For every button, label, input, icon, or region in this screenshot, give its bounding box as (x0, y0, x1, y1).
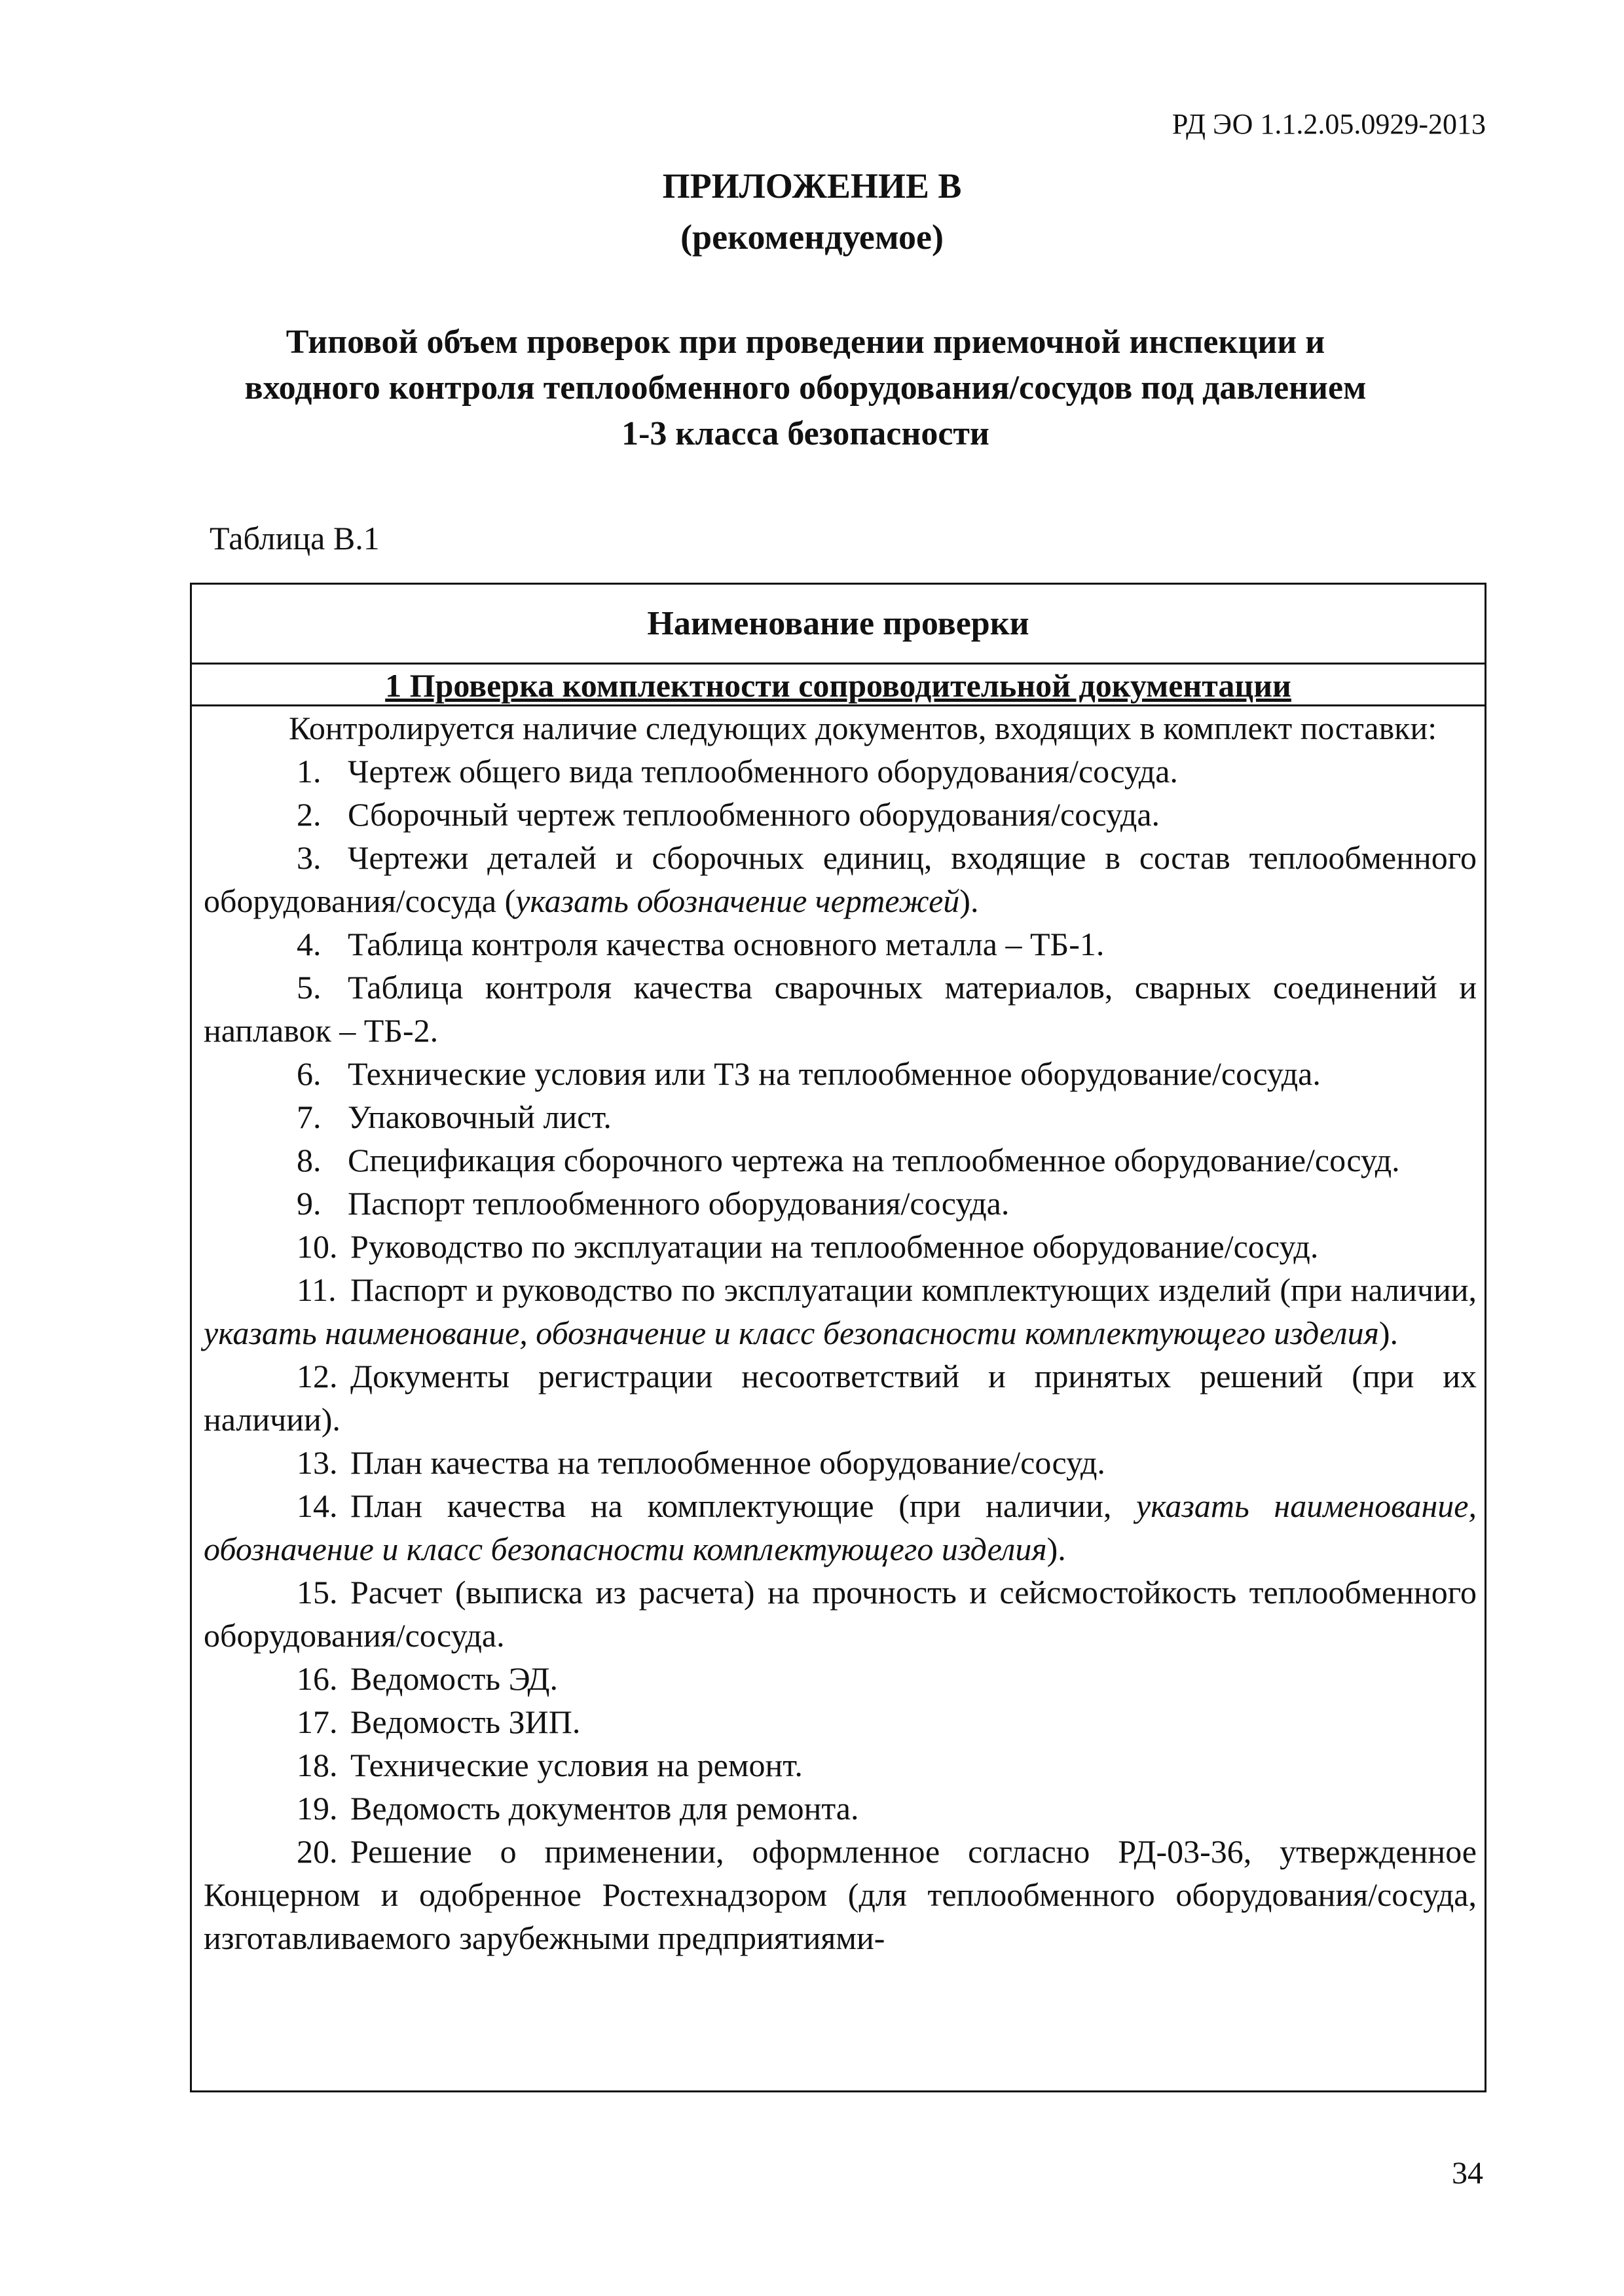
item-text: Ведомость ЗИП. (350, 1704, 581, 1740)
item-text-italic: указать обозначение чертежей (515, 883, 960, 919)
page-number: 34 (1452, 2156, 1483, 2191)
appendix-type: (рекомендуемое) (680, 217, 944, 257)
list-item (204, 1139, 1477, 1182)
item-text-italic: указать наименование, обозначение и класс безопасности комплектующего изделия (204, 1315, 1379, 1351)
checks-table (190, 583, 1486, 2092)
item-text: Чертежи деталей и сборочных единиц, входящие в состав теплообменного оборудования/сосуда ( (204, 839, 1477, 919)
list-item (204, 1441, 1477, 1484)
document-list (204, 750, 1477, 1959)
table-header: Наименование проверки (192, 585, 1485, 665)
item-number: 7. (297, 1099, 322, 1135)
list-item (204, 836, 1477, 922)
item-number: 8. (297, 1142, 322, 1178)
item-text: Упаковочный лист. (348, 1099, 612, 1135)
item-number: 9. (297, 1185, 322, 1222)
item-number: 5. (297, 969, 322, 1006)
heading-line: входного контроля теплообменного оборудования/сосудов под давлением (244, 369, 1367, 407)
item-number: 11. (297, 1271, 337, 1308)
list-item (204, 1052, 1477, 1095)
list-item (204, 793, 1477, 836)
item-text: Руководство по эксплуатации на теплообменное оборудование/сосуд. (350, 1228, 1319, 1265)
item-number: 18. (297, 1747, 338, 1783)
item-text: Ведомость документов для ремонта. (350, 1790, 859, 1827)
list-item (204, 1182, 1477, 1225)
item-text: Сборочный чертеж теплообменного оборудования/сосуда. (348, 796, 1160, 833)
item-text: Паспорт и руководство по эксплуатации комплектующих изделий (при наличии, (350, 1271, 1477, 1308)
item-text: Паспорт теплообменного оборудования/сосуда. (348, 1185, 1010, 1222)
item-text: Расчет (выписка из расчета) на прочность и сейсмостойкость теплообменного оборудования/сосуда. (204, 1574, 1477, 1654)
item-text: Технические условия или ТЗ на теплообменное оборудование/сосуда. (348, 1055, 1321, 1092)
item-number: 17. (297, 1704, 338, 1740)
list-item (204, 1830, 1477, 1959)
section-header (192, 665, 1485, 706)
list-item (204, 1225, 1477, 1268)
heading-line: Типовой объем проверок при проведении приемочной инспекции и (286, 323, 1325, 361)
item-text-italic: указать наименование, обозначение и класс безопасности комплектующего изделия (204, 1487, 1477, 1567)
list-item (204, 750, 1477, 793)
section-title: 1 Проверка комплектности сопроводительной документации (385, 667, 1291, 704)
list-item (204, 1571, 1477, 1657)
document-heading (190, 319, 1421, 457)
item-text: ). (1378, 1315, 1399, 1351)
item-number: 3. (297, 839, 322, 876)
document-code: РД ЭО 1.1.2.05.0929-2013 (1172, 108, 1486, 140)
list-item (204, 1355, 1477, 1441)
list-item (204, 1787, 1477, 1830)
item-text: План качества на теплообменное оборудование/сосуд. (350, 1444, 1105, 1481)
item-text: ). (959, 883, 979, 919)
table-label: Таблица В.1 (210, 520, 380, 556)
list-item (204, 1484, 1477, 1571)
item-text: Ведомость ЭД. (350, 1660, 559, 1697)
item-number: 10. (297, 1228, 338, 1265)
item-number: 1. (297, 753, 322, 790)
item-number: 15. (297, 1574, 338, 1611)
item-number: 2. (297, 796, 322, 833)
intro-text: Контролируется наличие следующих документов, входящих в комплект поставки: (289, 710, 1437, 746)
item-text: Документы регистрации несоответствий и принятых решений (при их наличии). (204, 1358, 1477, 1438)
list-item (204, 1268, 1477, 1355)
item-text: Таблица контроля качества основного металла – ТБ-1. (348, 926, 1105, 962)
item-text: План качества на комплектующие (при наличии, (350, 1487, 1137, 1524)
heading-line: 1-3 класса безопасности (621, 415, 989, 452)
item-text: Решение о применении, оформленное согласно РД-03-36, утвержденное Концерном и одобренное Ростехнадзором (для теплообменного оборудования/сосуда, изготавливаемого зарубежными предприятиями- (204, 1833, 1477, 1956)
appendix-title: ПРИЛОЖЕНИЕ В (662, 166, 962, 206)
item-number: 16. (297, 1660, 338, 1697)
item-text: ). (1046, 1531, 1066, 1567)
item-number: 20. (297, 1833, 338, 1870)
item-number: 12. (297, 1358, 338, 1394)
list-item (204, 922, 1477, 966)
table-body (192, 706, 1485, 1959)
list-item (204, 1095, 1477, 1139)
item-number: 6. (297, 1055, 322, 1092)
list-item (204, 1700, 1477, 1743)
item-text: Таблица контроля качества сварочных материалов, сварных соединений и наплавок – ТБ-2. (204, 969, 1477, 1049)
item-number: 4. (297, 926, 322, 962)
item-number: 14. (297, 1487, 338, 1524)
list-item (204, 1657, 1477, 1700)
item-number: 19. (297, 1790, 338, 1827)
item-text: Технические условия на ремонт. (350, 1747, 803, 1783)
list-item (204, 966, 1477, 1052)
item-text: Чертеж общего вида теплообменного оборудования/сосуда. (348, 753, 1178, 790)
item-number: 13. (297, 1444, 338, 1481)
list-item (204, 1743, 1477, 1787)
item-text: Спецификация сборочного чертежа на теплообменное оборудование/сосуд. (348, 1142, 1400, 1178)
